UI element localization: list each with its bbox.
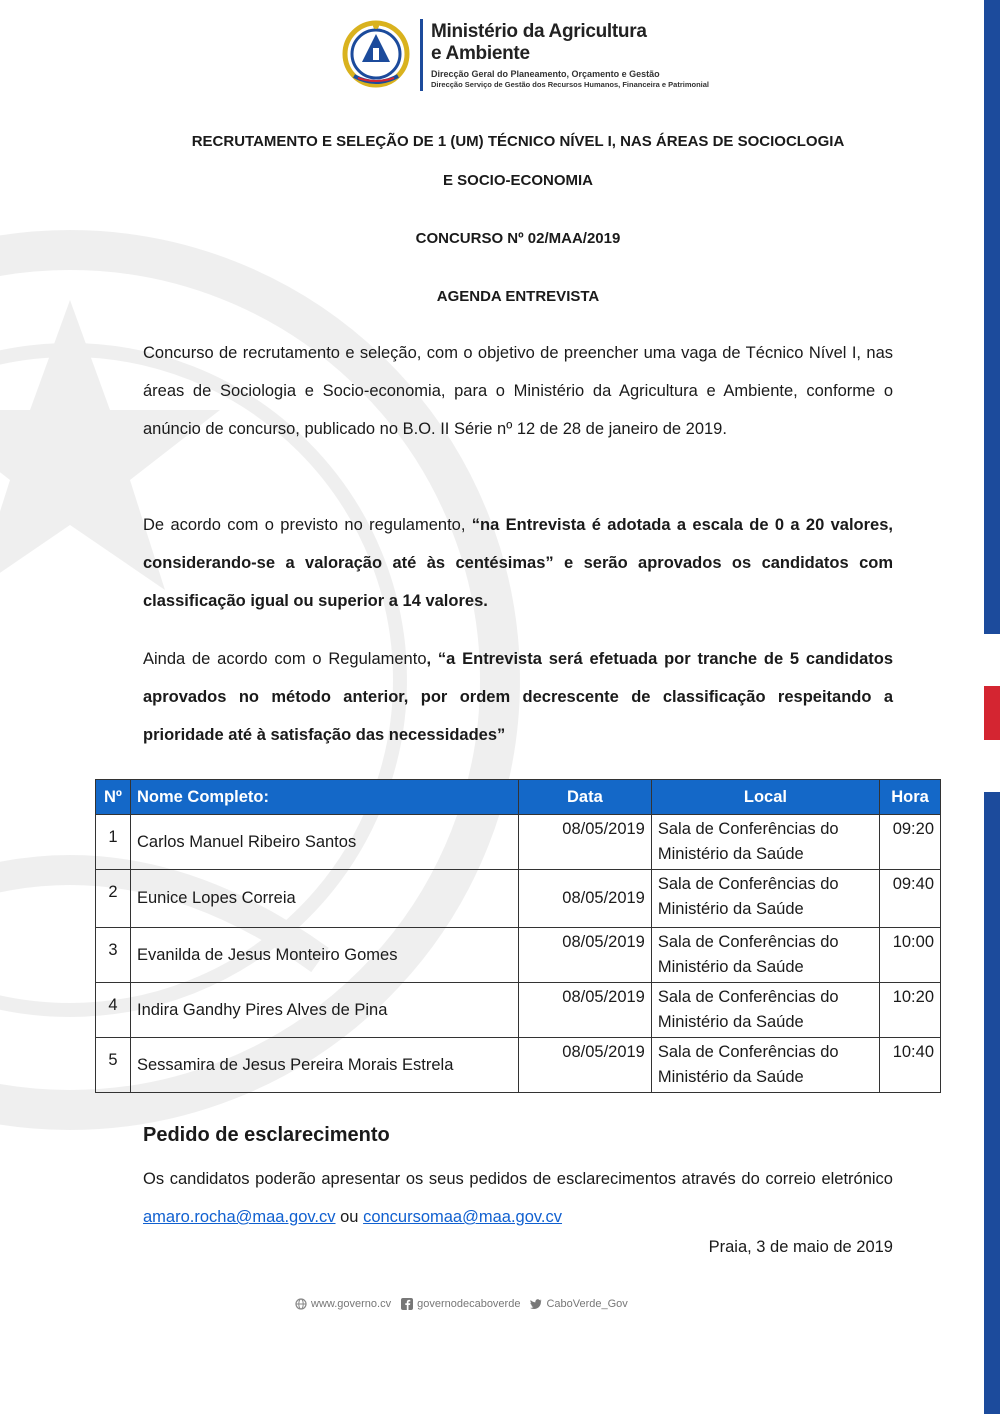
location-line1: Sala de Conferências do (657, 820, 839, 838)
footer-twitter[interactable]: CaboVerde_Gov (546, 1298, 628, 1310)
tranche-text: Ainda de acordo com o Regulamento (143, 650, 427, 668)
clarification-heading: Pedido de esclarecimento (143, 1124, 390, 1146)
twitter-bird-icon (530, 1298, 542, 1310)
ministry-name-line1: Ministério da Agricultura (431, 20, 647, 42)
candidate-name: Evanilda de Jesus Monteiro Gomes (131, 928, 519, 983)
interview-time: 10:20 (880, 983, 941, 1038)
location-line2: Ministério da Saúde (657, 958, 804, 976)
location-line1: Sala de Conferências do (657, 1043, 839, 1061)
interview-location (651, 815, 879, 870)
regulation-paragraph (143, 506, 893, 620)
footer (285, 1298, 628, 1310)
agenda-heading: AGENDA ENTREVISTA (436, 288, 600, 305)
location-line1: Sala de Conferências do (657, 988, 839, 1006)
facebook-icon (401, 1298, 413, 1310)
table-row (96, 983, 941, 1038)
title-line1: RECRUTAMENTO E SELEÇÃO DE 1 (UM) TÉCNICO NÍVEL I, NAS ÁREAS DE SOCIOCLOGIA (191, 133, 845, 150)
header-name: Nome Completo: (131, 780, 519, 815)
candidate-name: Eunice Lopes Correia (131, 870, 519, 928)
location-line2: Ministério da Saúde (657, 845, 804, 863)
letterhead (340, 18, 709, 92)
interview-time: 09:40 (880, 870, 941, 928)
interview-location (651, 983, 879, 1038)
candidate-name: Carlos Manuel Ribeiro Santos (131, 815, 519, 870)
table-row (96, 815, 941, 870)
coat-of-arms-icon (340, 18, 412, 92)
location-line2: Ministério da Saúde (657, 1068, 804, 1086)
tranche-quote: , “a Entrevista será efetuada por tranche de 5 candidatos aprovados no método anterior, por ordem decrescente de classificação respeitando a prioridade até à satisfação das necessidades” (143, 650, 894, 744)
email-link-concurso[interactable]: concursomaa@maa.gov.cv (363, 1208, 563, 1226)
interview-date: 08/05/2019 (518, 983, 651, 1038)
header-date: Data (518, 780, 651, 815)
table-row (96, 1038, 941, 1093)
interview-date: 08/05/2019 (518, 870, 651, 928)
interview-time: 09:20 (880, 815, 941, 870)
email-connector: ou (335, 1208, 364, 1226)
table-row (96, 928, 941, 983)
location-line2: Ministério da Saúde (657, 1013, 804, 1031)
tranche-paragraph (143, 640, 893, 754)
location-line1: Sala de Conferências do (657, 933, 839, 951)
service-line: Direcção Serviço de Gestão dos Recursos Humanos, Financeira e Patrimonial (431, 79, 710, 89)
candidate-name: Sessamira de Jesus Pereira Morais Estrela (131, 1038, 519, 1093)
interview-schedule-table (95, 779, 941, 1093)
intro-paragraph: Concurso de recrutamento e seleção, com o objetivo de preencher uma vaga de Técnico Nível I, nas áreas de Sociologia e Socio-economia, para o Ministério da Agricultura e Ambiente, conforme o anúncio de concurso, publicado no B.O. II Série nº 12 de 28 de janeiro de 2019. (143, 344, 893, 438)
location-line1: Sala de Conferências do (657, 875, 839, 893)
row-number: 3 (96, 928, 131, 983)
interview-location (651, 870, 879, 928)
footer-website[interactable]: www.governo.cv (311, 1298, 392, 1310)
footer-facebook[interactable]: governodecaboverde (417, 1298, 521, 1310)
location-line2: Ministério da Saúde (657, 900, 804, 918)
header-number: Nº (96, 780, 131, 815)
row-number: 2 (96, 870, 131, 928)
place-date-signoff: Praia, 3 de maio de 2019 (708, 1238, 893, 1256)
ministry-name-line2: e Ambiente (431, 42, 530, 64)
regulation-text: De acordo com o previsto no regulamento, (143, 516, 472, 534)
table-header-row (96, 780, 941, 815)
candidate-name: Indira Gandhy Pires Alves de Pina (131, 983, 519, 1038)
email-link-amaro[interactable]: amaro.rocha@maa.gov.cv (143, 1208, 336, 1226)
row-number: 5 (96, 1038, 131, 1093)
interview-date: 08/05/2019 (518, 928, 651, 983)
table-row (96, 870, 941, 928)
interview-location (651, 1038, 879, 1093)
side-bar-red (984, 686, 1000, 740)
clarification-text: Os candidatos poderão apresentar os seus pedidos de esclarecimentos através do correio eletrónico (143, 1170, 893, 1188)
interview-time: 10:00 (880, 928, 941, 983)
header-divider (420, 19, 423, 91)
clarification-paragraph (143, 1160, 893, 1236)
header-hora: Hora (880, 780, 941, 815)
title-line2: E SOCIO-ECONOMIA (442, 172, 593, 189)
interview-date: 08/05/2019 (518, 815, 651, 870)
interview-time: 10:40 (880, 1038, 941, 1093)
row-number: 4 (96, 983, 131, 1038)
regulation-quote: “na Entrevista é adotada a escala de 0 a 20 valores, considerando-se a valoração até às centésimas” e serão aprovados os candidatos com classificação igual ou superior a 14 valores. (143, 516, 893, 610)
header-local: Local (651, 780, 879, 815)
directorate-line: Direcção Geral do Planeamento, Orçamento e Gestão (431, 68, 660, 79)
concurso-number: CONCURSO Nº 02/MAA/2019 (415, 230, 621, 247)
row-number: 1 (96, 815, 131, 870)
side-bar-blue-top (984, 0, 1000, 634)
globe-icon (295, 1298, 307, 1310)
interview-location (651, 928, 879, 983)
interview-date: 08/05/2019 (518, 1038, 651, 1093)
side-bar-blue-bottom (984, 792, 1000, 1414)
